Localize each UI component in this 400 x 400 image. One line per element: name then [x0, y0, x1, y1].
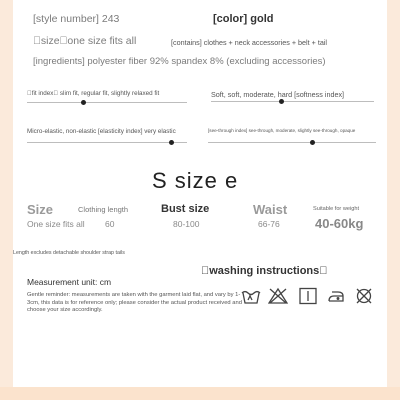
hand-wash-icon [241, 287, 261, 305]
softness-index-label: Soft, soft, moderate, hard [softness index] [211, 90, 345, 99]
weight-value: 40-60kg [315, 216, 364, 231]
length-footnote: Length excludes detachable shoulder strap tails [13, 250, 125, 256]
weight-header: Suitable for weight [313, 206, 360, 212]
fit-index-slider [27, 102, 187, 103]
fit-index-label:  fit index  slim fit, regular fit, slightly relaxed fit [27, 90, 160, 97]
clothing-length-value: 60 [105, 219, 115, 229]
fit-index-knob [81, 100, 86, 105]
style-number: [style number] 243 [33, 13, 120, 25]
spec-card [13, 0, 387, 387]
bust-header: Bust size [161, 203, 210, 215]
ingredients-info: [ingredients] polyester fiber 92% spandex 8% (excluding accessories) [33, 56, 326, 67]
elasticity-index-label: Micro-elastic, non-elastic [elasticity index] very elastic [27, 128, 176, 135]
size-header: Size [27, 202, 54, 217]
waist-value: 66-76 [258, 219, 280, 229]
elasticity-index-knob [169, 140, 174, 145]
size-info:  size one size fits all [33, 35, 137, 47]
waist-header: Waist [253, 202, 288, 217]
gentle-reminder: Gentle reminder: measurements are taken with the garment laid flat, and vary by 1-3cm, this data is for reference only; please consider the actual product received and choose your size accordingly. [27, 292, 242, 313]
bottom-strip [0, 387, 400, 400]
softness-index-slider [211, 101, 374, 102]
bust-value: 80-100 [173, 219, 200, 229]
size-value: One size fits all [27, 219, 85, 229]
washing-instructions-title:  washing instructions  [201, 265, 328, 277]
seethrough-index-label: [see-through index] see-through, moderate, slightly see-through, opaque [208, 128, 356, 133]
measurement-unit: Measurement unit: cm [27, 277, 112, 287]
do-not-bleach-icon [268, 287, 288, 305]
line-dry-icon [298, 287, 318, 305]
do-not-dry-clean-icon [354, 287, 374, 305]
iron-low-icon [326, 287, 346, 305]
softness-index-knob [279, 99, 284, 104]
seethrough-index-knob [310, 140, 315, 145]
color-value: [color] gold [213, 13, 274, 25]
size-table-title: S size e [152, 168, 239, 193]
clothing-length-header: Clothing length [78, 205, 129, 214]
seethrough-index-slider [208, 142, 376, 143]
contains-info: [contains] clothes + neck accessories + belt + tail [171, 38, 328, 47]
elasticity-index-slider [27, 142, 187, 143]
